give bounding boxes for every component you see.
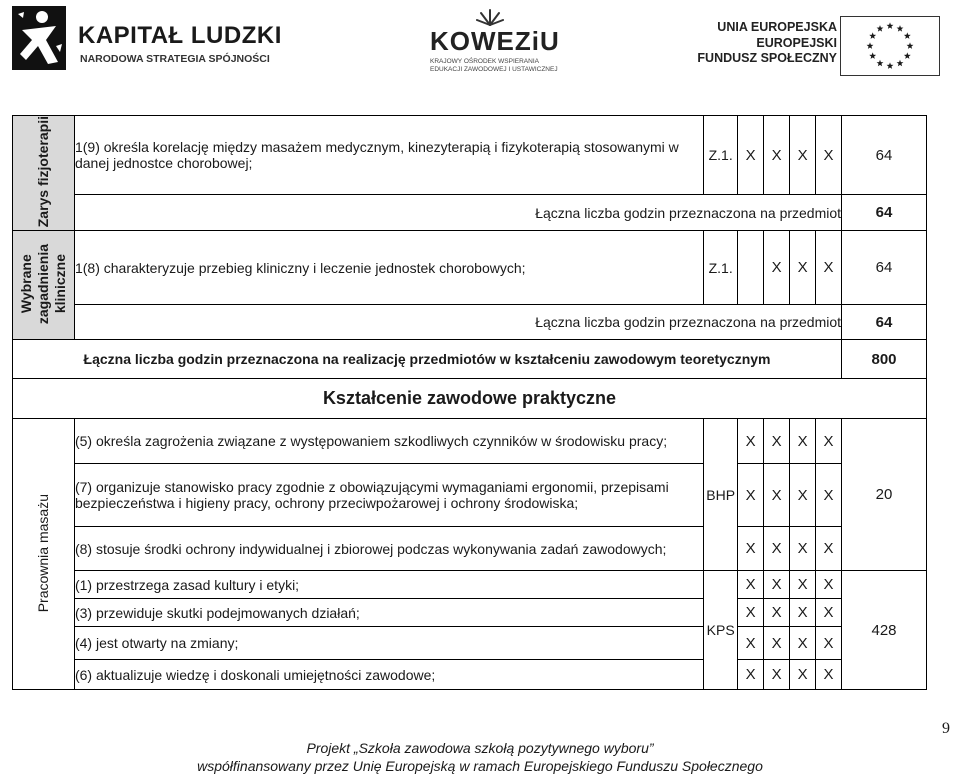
wybrane-mark-4: X xyxy=(816,231,842,305)
practical-row-3 xyxy=(13,527,927,571)
practical-row-5 xyxy=(13,599,927,627)
practical-5-mark-3: X xyxy=(790,599,816,627)
zarys-hours: 64 xyxy=(842,116,927,195)
practical-row-1 xyxy=(13,419,927,464)
wybrane-total-row xyxy=(13,305,927,340)
zarys-section-cell xyxy=(13,116,75,231)
practical-5-mark-4: X xyxy=(816,599,842,627)
wybrane-total-label: Łączna liczba godzin przeznaczona na przedmiot xyxy=(74,305,841,340)
wybrane-row xyxy=(13,231,927,305)
practical-5-mark-2: X xyxy=(764,599,790,627)
koweziu-line1: KRAJOWY OŚRODEK WSPIERANIA xyxy=(430,58,539,65)
wybrane-mark-3: X xyxy=(790,231,816,305)
zarys-total-hours: 64 xyxy=(842,195,927,231)
practical-7-mark-3: X xyxy=(790,660,816,690)
footer-cofinancing: współfinansowany przez Unię Europejską w ramach Europejskiego Funduszu Społecznego xyxy=(197,758,763,774)
zarys-code: Z.1. xyxy=(704,116,738,195)
practical-2-mark-2: X xyxy=(764,464,790,527)
wybrane-section-line2: zagadnienia xyxy=(34,243,51,324)
koweziu-line2: EDUKACJI ZAWODOWEJ I USTAWICZNEJ xyxy=(430,66,558,73)
practical-row-4 xyxy=(13,571,927,599)
zarys-mark-4: X xyxy=(816,116,842,195)
practical-2-mark-3: X xyxy=(790,464,816,527)
koweziu-burst-icon xyxy=(476,8,504,26)
practical-row-7 xyxy=(13,660,927,690)
zarys-row xyxy=(13,116,927,195)
practical-6-mark-3: X xyxy=(790,627,816,660)
practical-desc-7: (6) aktualizuje wiedzę i doskonali umiejętności zawodowe; xyxy=(74,660,703,690)
zarys-section-label: Zarys fizjoterapii xyxy=(34,116,51,228)
wybrane-section-line3: kliniczne xyxy=(51,254,68,314)
pracownia-section-label: Pracownia masażu xyxy=(34,493,51,612)
practical-title-row xyxy=(13,379,927,419)
practical-4-mark-1: X xyxy=(738,571,764,599)
theory-total-label: Łączna liczba godzin przeznaczona na realizację przedmiotów w kształceniu zawodowym teoretycznym xyxy=(13,340,842,379)
wybrane-total-hours: 64 xyxy=(842,305,927,340)
wybrane-section-line1: Wybrane xyxy=(17,254,34,314)
kapital-ludzki-title: KAPITAŁ LUDZKI xyxy=(78,22,282,49)
zarys-mark-3: X xyxy=(790,116,816,195)
koweziu-title: KOWEZiU xyxy=(430,26,560,56)
kps-code: KPS xyxy=(704,571,738,690)
theory-total-row xyxy=(13,340,927,379)
practical-2-mark-4: X xyxy=(816,464,842,527)
practical-6-mark-2: X xyxy=(764,627,790,660)
eu-text xyxy=(697,20,837,67)
footer-project-name: Projekt „Szkoła zawodowa szkołą pozytywnego wyboru” xyxy=(306,740,654,756)
practical-4-mark-3: X xyxy=(790,571,816,599)
practical-desc-1: (5) określa zagrożenia związane z występowaniem szkodliwych czynników w środowisku pracy; xyxy=(74,419,703,464)
practical-6-mark-1: X xyxy=(738,627,764,660)
zarys-desc: 1(9) określa korelację między masażem medycznym, kinezyterapią i fizykoterapią stosowanymi w danej jednostce chorobowej; xyxy=(74,116,703,195)
wybrane-desc: 1(8) charakteryzuje przebieg kliniczny i leczenie jednostek chorobowych; xyxy=(74,231,703,305)
practical-desc-5: (3) przewiduje skutki podejmowanych działań; xyxy=(74,599,703,627)
practical-row-2 xyxy=(13,464,927,527)
practical-1-mark-3: X xyxy=(790,419,816,464)
practical-3-mark-3: X xyxy=(790,527,816,571)
page-number: 9 xyxy=(942,720,950,737)
eu-stars-icon xyxy=(840,16,940,76)
wybrane-mark-1 xyxy=(738,231,764,305)
practical-desc-6: (4) jest otwarty na zmiany; xyxy=(74,627,703,660)
kapital-ludzki-subtitle: NARODOWA STRATEGIA SPÓJNOŚCI xyxy=(80,53,270,65)
practical-desc-3: (8) stosuje środki ochrony indywidualnej i zbiorowej podczas wykonywania zadań zawodowych; xyxy=(74,527,703,571)
eu-line3: FUNDUSZ SPOŁECZNY xyxy=(697,51,837,65)
wybrane-code: Z.1. xyxy=(704,231,738,305)
wybrane-mark-2: X xyxy=(764,231,790,305)
pracownia-section-cell xyxy=(13,419,75,690)
zarys-mark-1: X xyxy=(738,116,764,195)
theory-total-hours: 800 xyxy=(842,340,927,379)
practical-1-mark-2: X xyxy=(764,419,790,464)
practical-row-6 xyxy=(13,627,927,660)
eu-line2: EUROPEJSKI xyxy=(756,35,837,50)
practical-3-mark-2: X xyxy=(764,527,790,571)
zarys-total-label: Łączna liczba godzin przeznaczona na przedmiot xyxy=(74,195,841,231)
practical-7-mark-1: X xyxy=(738,660,764,690)
wybrane-hours: 64 xyxy=(842,231,927,305)
kapital-ludzki-logo xyxy=(8,4,282,84)
practical-desc-4: (1) przestrzega zasad kultury i etyki; xyxy=(74,571,703,599)
wybrane-section-cell xyxy=(13,231,75,340)
practical-3-mark-4: X xyxy=(816,527,842,571)
kps-hours: 428 xyxy=(842,571,927,690)
zarys-mark-2: X xyxy=(764,116,790,195)
practical-title: Kształcenie zawodowe praktyczne xyxy=(13,379,927,419)
eu-line1: UNIA EUROPEJSKA xyxy=(717,20,837,34)
practical-desc-2: (7) organizuje stanowisko pracy zgodnie z obowiązującymi wymaganiami ergonomii, przepisami bezpieczeństwa i higieny pracy, ochrony przeciwpożarowej i ochrony środowiska; xyxy=(74,464,703,527)
wybrane-section-label xyxy=(18,244,69,324)
practical-1-mark-4: X xyxy=(816,419,842,464)
kapital-ludzki-mark-icon xyxy=(12,6,66,70)
practical-1-mark-1: X xyxy=(738,419,764,464)
practical-4-mark-2: X xyxy=(764,571,790,599)
practical-5-mark-1: X xyxy=(738,599,764,627)
practical-4-mark-4: X xyxy=(816,571,842,599)
practical-2-mark-1: X xyxy=(738,464,764,527)
bhp-hours: 20 xyxy=(842,419,927,571)
zarys-total-row xyxy=(13,195,927,231)
bhp-code: BHP xyxy=(704,419,738,571)
eu-logo xyxy=(695,10,955,80)
practical-7-mark-2: X xyxy=(764,660,790,690)
practical-7-mark-4: X xyxy=(816,660,842,690)
practical-3-mark-1: X xyxy=(738,527,764,571)
curriculum-table xyxy=(12,115,927,690)
koweziu-logo xyxy=(428,6,568,78)
practical-6-mark-4: X xyxy=(816,627,842,660)
